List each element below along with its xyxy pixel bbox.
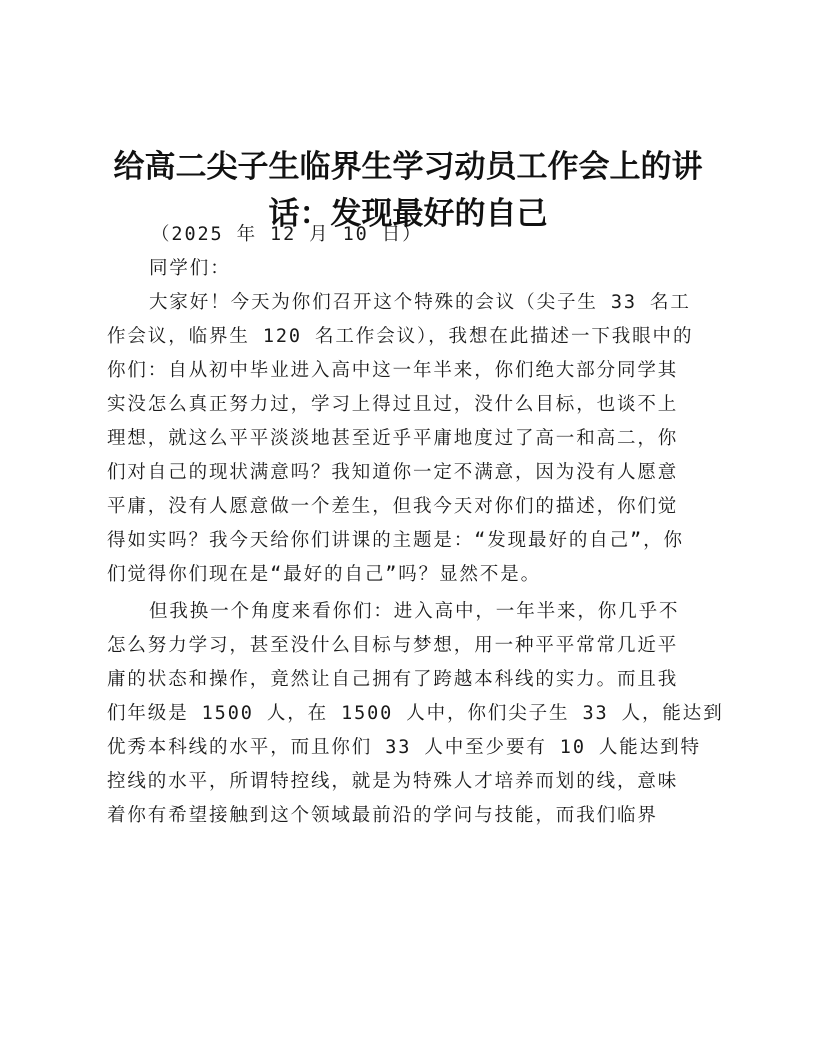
paragraph-line: 着你有希望接触到这个领域最前沿的学问与技能，而我们临界 [107, 805, 658, 826]
title-line: 话：发现最好的自己 [268, 196, 548, 232]
paragraph-line: 理想，就这么平平淡淡地甚至近乎平庸地度过了高一和高二，你 [107, 428, 679, 449]
paragraph-line: 平庸，没有人愿意做一个差生，但我今天对你们的描述，你们觉 [107, 496, 679, 517]
paragraph-line: 作会议，临界生 120 名工作会议），我想在此描述一下我眼中的 [107, 326, 694, 347]
paragraph-line: 得如实吗？我今天给你们讲课的主题是：“发现最好的自己”，你 [107, 530, 684, 551]
paragraph-line: 实没怎么真正努力过，学习上得过且过，没什么目标，也谈不上 [107, 394, 679, 415]
paragraph-line: 怎么努力学习，甚至没什么目标与梦想，用一种平平常常几近平 [107, 635, 679, 656]
paragraph-line: 但我换一个角度来看你们：进入高中，一年半来，你几乎不 [149, 601, 680, 622]
paragraph-line: 控线的水平，所谓特控线，就是为特殊人才培养而划的线，意味 [107, 771, 679, 792]
paragraph-2 [107, 595, 724, 833]
paragraph-1 [107, 286, 713, 592]
paragraph-line: 你们：自从初中毕业进入高中这一年半来，你们绝大部分同学其 [107, 360, 679, 381]
speech-date: （2025 年 12 月 10 日） [151, 224, 423, 245]
paragraph-line: 优秀本科线的水平，而且你们 33 人中至少要有 10 人能达到特 [107, 737, 701, 758]
salutation: 同学们： [149, 258, 231, 279]
document-body [107, 218, 724, 833]
paragraph-line: 们年级是 1500 人，在 1500 人中，你们尖子生 33 人，能达到 [107, 703, 724, 724]
paragraph-line: 们对自己的现状满意吗？我知道你一定不满意，因为没有人愿意 [107, 462, 679, 483]
paragraph-line: 们觉得你们现在是“最好的自己”吗？显然不是。 [107, 564, 542, 585]
paragraph-line: 大家好！今天为你们召开这个特殊的会议（尖子生 33 名工 [149, 292, 691, 313]
title-line: 给高二尖子生临界生学习动员工作会上的讲 [113, 149, 703, 185]
paragraph-line: 庸的状态和操作，竟然让自己拥有了跨越本科线的实力。而且我 [107, 669, 679, 690]
